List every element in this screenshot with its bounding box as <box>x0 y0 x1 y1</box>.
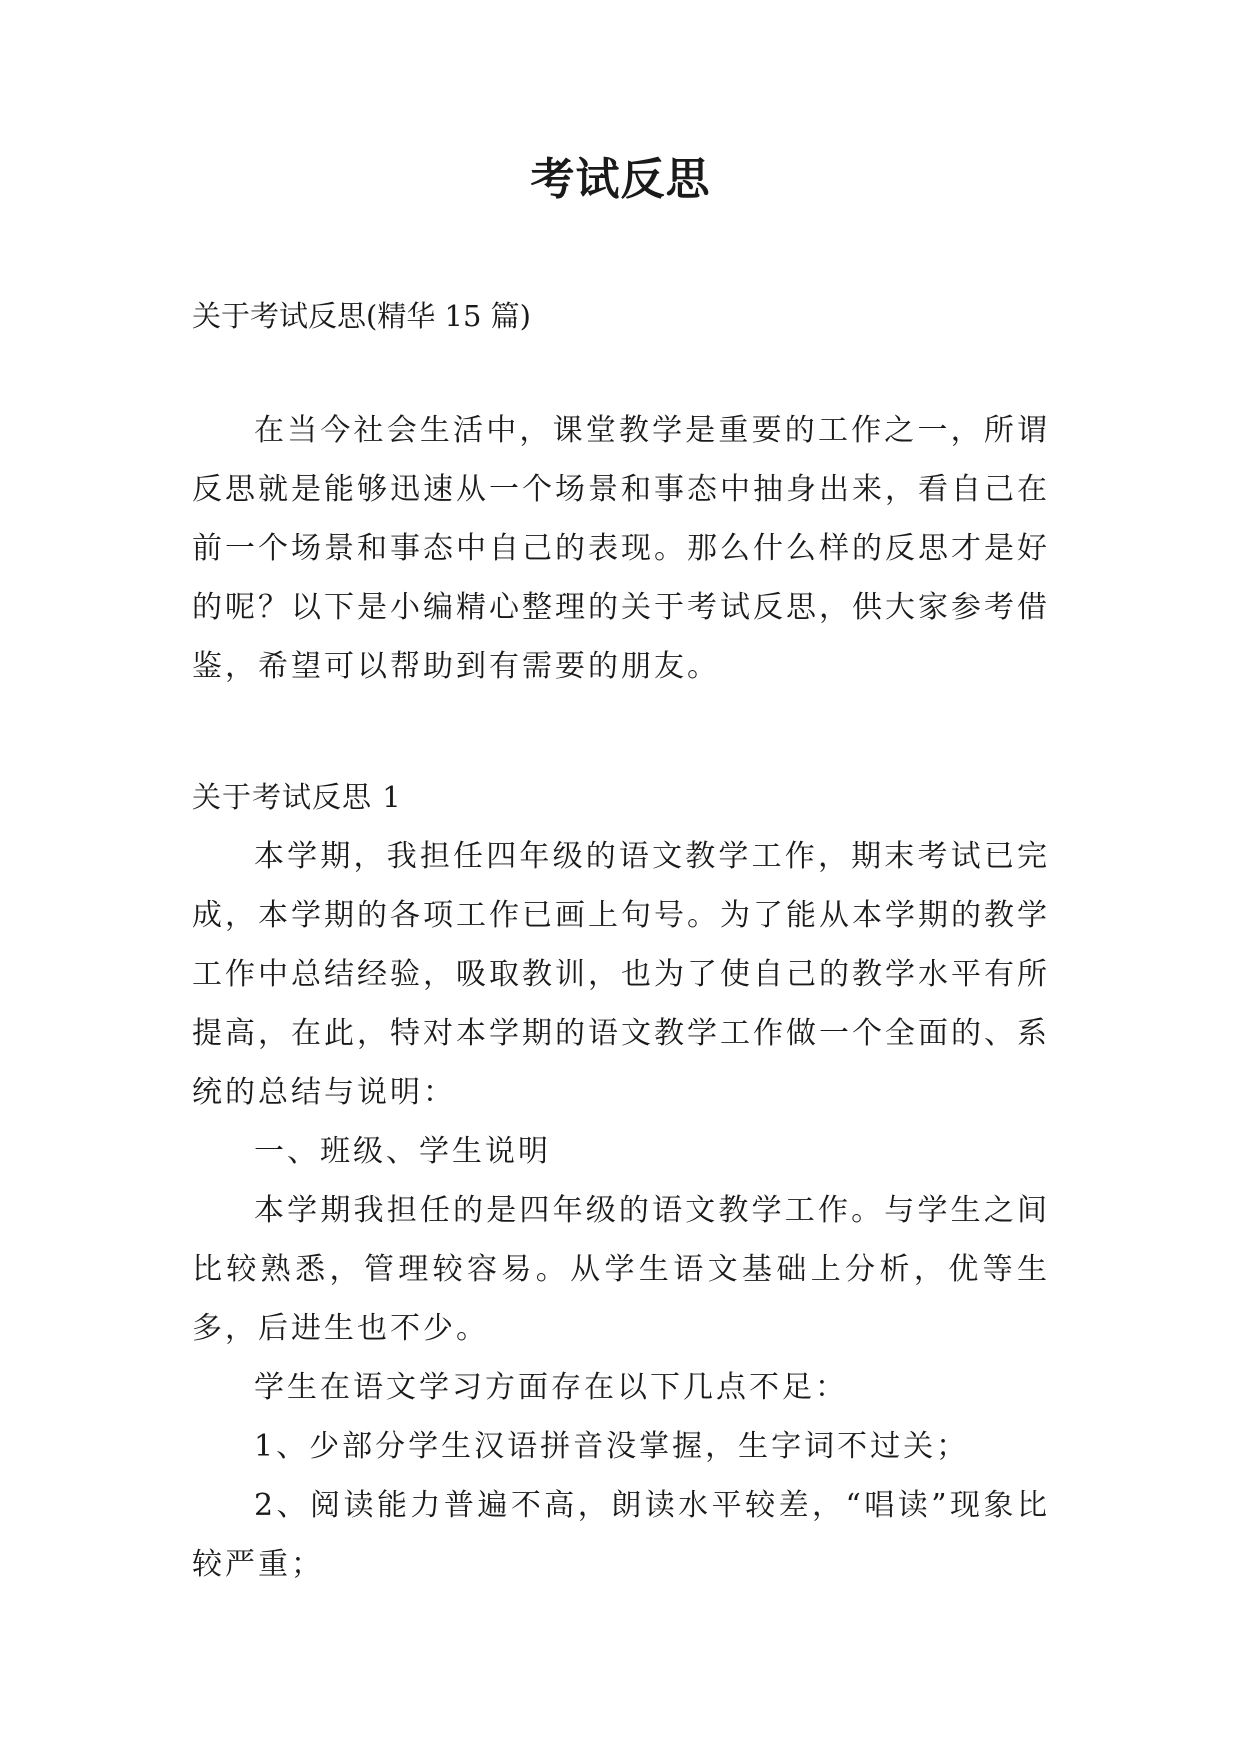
section-1-subheading: 一、班级、学生说明 <box>254 1134 551 1169</box>
section-1-heading: 关于考试反思 1 <box>192 780 402 814</box>
section-1-paragraph-3: 学生在语文学习方面存在以下几点不足： <box>254 1370 848 1405</box>
section-1-list-item-1: 1、少部分学生汉语拼音没掌握，生字词不过关； <box>254 1429 970 1464</box>
document-subtitle: 关于考试反思(精华 15 篇) <box>192 299 531 333</box>
intro-paragraph: 在当今社会生活中，课堂教学是重要的工作之一，所谓反思就是能够迅速从一个场景和事态中抽身出来，看自己在前一个场景和事态中自己的表现。那么什么样的反思才是好的呢？以下是小编精心整理的关于考试反思，供大家参考借鉴，希望可以帮助到有需要的朋友。 <box>192 413 1050 684</box>
intro-block <box>192 401 1050 696</box>
section-1-paragraph-1: 本学期，我担任四年级的语文教学工作，期末考试已完成，本学期的各项工作已画上句号。为了能从本学期的教学工作中总结经验，吸取教训，也为了使自己的教学水平有所提高，在此，特对本学期的语文教学工作做一个全面的、系统的总结与说明： <box>192 839 1050 1110</box>
section-1-list-item-2: 2、阅读能力普遍不高，朗读水平较差，“唱读”现象比较严重； <box>192 1488 1050 1582</box>
section-1 <box>192 768 1050 1594</box>
section-1-paragraph-2: 本学期我担任的是四年级的语文教学工作。与学生之间比较熟悉，管理较容易。从学生语文基础上分析，优等生多，后进生也不少。 <box>192 1193 1050 1346</box>
document-title: 考试反思 <box>530 154 711 205</box>
